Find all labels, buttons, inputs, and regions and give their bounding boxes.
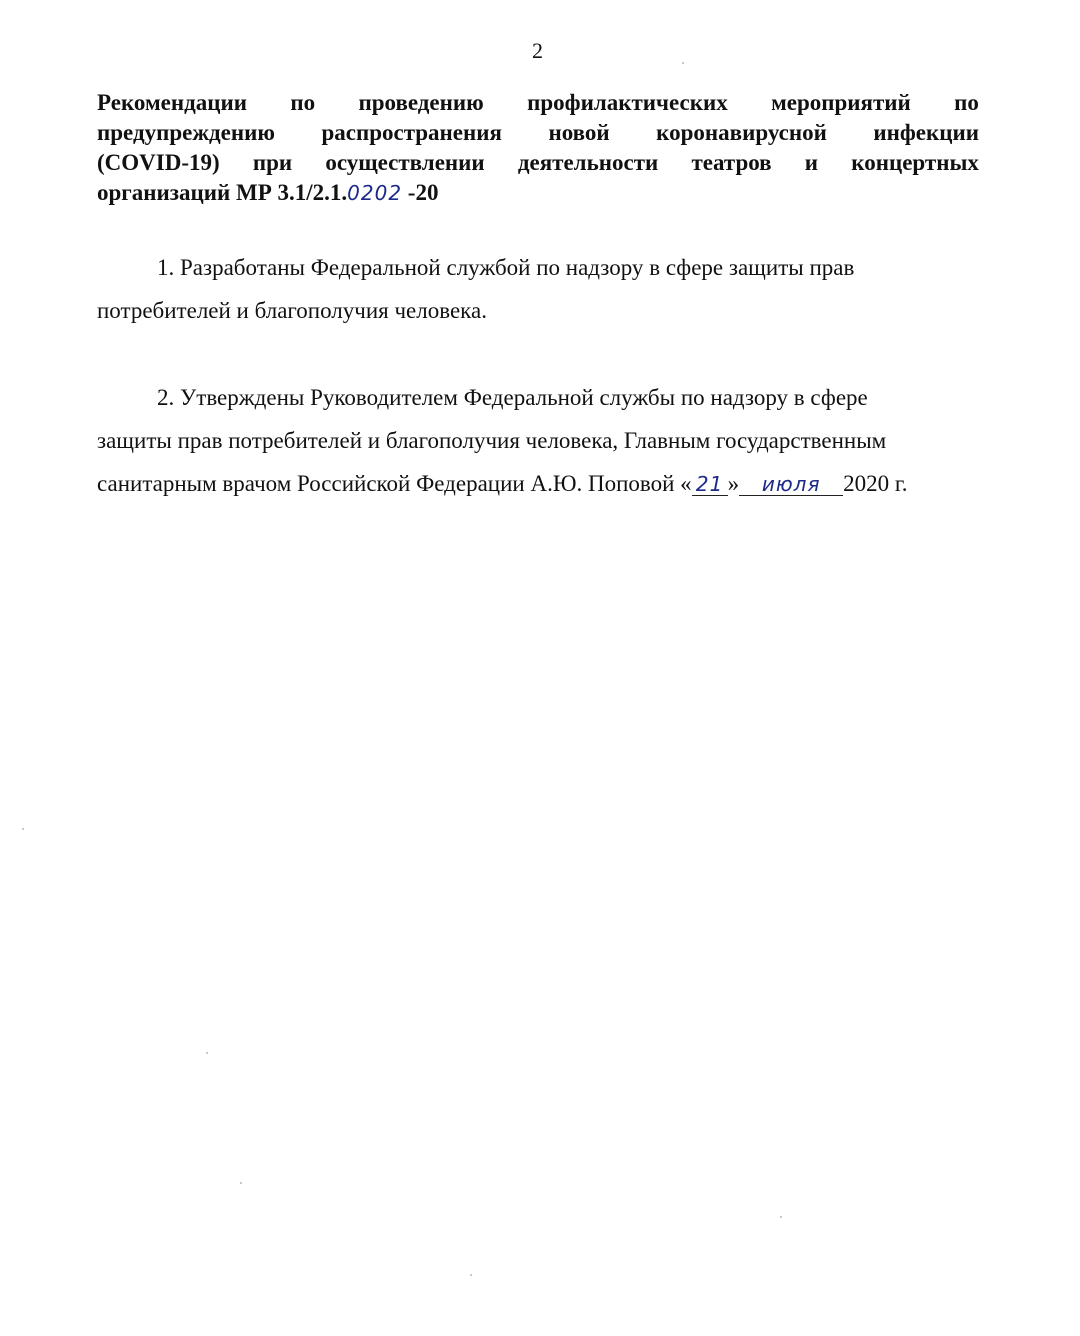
title-word: по <box>290 90 316 115</box>
title-word: новой <box>548 120 610 145</box>
paragraph-word: защиты <box>728 255 804 280</box>
paragraph-word: 1. <box>157 255 175 280</box>
paragraph-1 <box>97 246 979 332</box>
title-word: и <box>804 150 819 175</box>
scan-speck <box>682 62 684 64</box>
paragraph-word: Федеральной <box>463 385 594 410</box>
paragraph-2-line-1 <box>97 376 979 419</box>
handwritten-approval-month: июля <box>739 473 843 496</box>
scan-speck <box>470 1274 472 1276</box>
title-word: коронавирусной <box>656 120 827 145</box>
title-word: осуществлении <box>325 150 485 175</box>
paragraph-word: Утверждены <box>180 385 305 410</box>
scan-speck <box>206 1052 208 1054</box>
paragraph-word: сфере <box>810 385 868 410</box>
paragraph-word: прав <box>809 255 855 280</box>
paragraph-2-line-3 <box>97 462 979 505</box>
approval-text: санитарным врачом Российской Федерации А.Ю. Поповой « <box>97 471 692 496</box>
paragraph-word: надзору <box>710 385 789 410</box>
title-word: мероприятий <box>771 90 911 115</box>
title-line-2 <box>97 118 979 148</box>
title-word: при <box>252 150 293 175</box>
scan-speck <box>780 1216 782 1218</box>
title-word: деятельности <box>517 150 659 175</box>
paragraph-word: 2. <box>157 385 175 410</box>
title-word: концертных <box>851 150 979 175</box>
closing-quote: » <box>727 471 740 496</box>
title-word: проведению <box>358 90 484 115</box>
paragraph-word: в <box>793 385 805 410</box>
paragraph-word: Федеральной <box>310 255 441 280</box>
scan-speck <box>240 1182 242 1184</box>
title-line-1 <box>97 88 979 118</box>
approval-year: 2020 г. <box>843 471 908 496</box>
title-word: Рекомендации <box>97 90 247 115</box>
title-word: театров <box>691 150 772 175</box>
document-code-prefix: организаций МР 3.1/2.1. <box>97 180 348 205</box>
paragraph-word: надзору <box>565 255 644 280</box>
paragraph-word: службы <box>599 385 676 410</box>
paragraph-word: в <box>649 255 661 280</box>
handwritten-approval-day: 21 <box>692 473 728 496</box>
paragraph-2-line-2: защиты прав потребителей и благополучия человека, Главным государственным <box>97 428 887 453</box>
title-word: инфекции <box>873 120 979 145</box>
paragraph-1-line-2: потребителей и благополучия человека. <box>97 298 487 323</box>
document-code-suffix: -20 <box>402 180 439 205</box>
paragraph-word: по <box>680 385 705 410</box>
paragraph-word: Руководителем <box>310 385 458 410</box>
paragraph-1-line-1 <box>97 246 979 289</box>
title-word: профилактических <box>527 90 728 115</box>
paragraph-word: службой <box>446 255 531 280</box>
title-line-3 <box>97 148 979 178</box>
page-number: 2 <box>532 38 543 63</box>
handwritten-document-number: 0202 <box>347 181 403 205</box>
title-word: предупреждению <box>97 120 275 145</box>
paragraph-word: по <box>536 255 561 280</box>
paragraph-2 <box>97 376 979 505</box>
title-word: (COVID-19) <box>97 150 220 175</box>
document-title <box>97 88 979 208</box>
paragraph-word: Разработаны <box>180 255 305 280</box>
title-word: по <box>954 90 979 115</box>
title-word: распространения <box>321 120 502 145</box>
scan-speck <box>22 828 24 830</box>
paragraph-word: сфере <box>665 255 724 280</box>
title-line-4 <box>97 178 979 208</box>
